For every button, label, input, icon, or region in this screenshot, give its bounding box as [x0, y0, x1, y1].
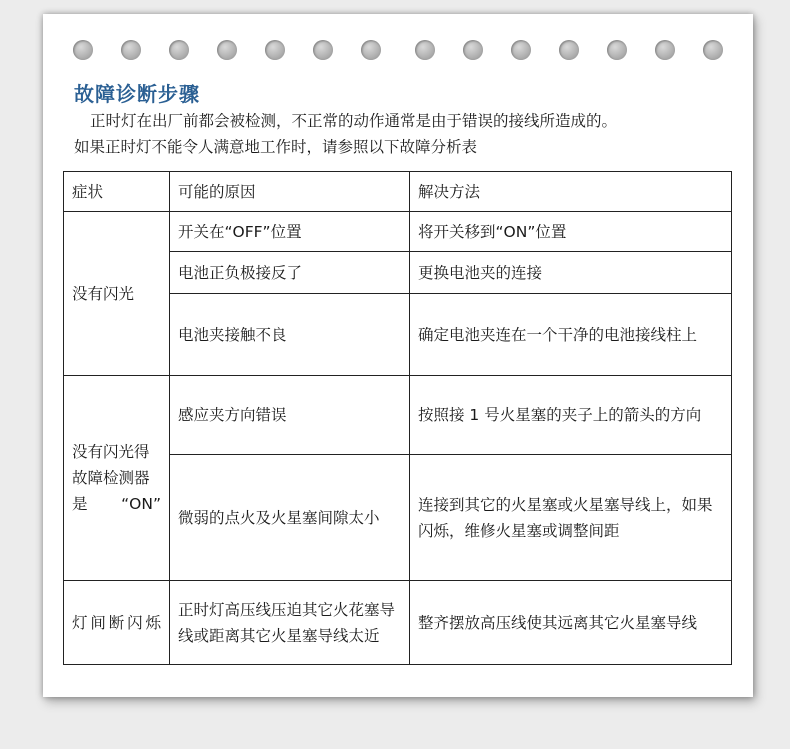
table-header-row — [64, 172, 732, 212]
binder-hole-icon — [559, 40, 579, 60]
binder-hole-icon — [169, 40, 189, 60]
solution-cell: 更换电池夹的连接 — [410, 252, 732, 294]
binder-hole-icon — [607, 40, 627, 60]
binder-hole-icon — [73, 40, 93, 60]
symptom-cell: 没有闪光 — [64, 212, 170, 376]
notebook-card — [43, 14, 753, 697]
binder-hole-icon — [655, 40, 675, 60]
table-row — [64, 376, 732, 455]
intro-line-1: 正时灯在出厂前都会被检测，不正常的动作通常是由于错误的接线所造成的。 — [90, 112, 618, 130]
intro-line-2: 如果正时灯不能令人满意地工作时，请参照以下故障分析表 — [74, 138, 478, 156]
solution-cell: 整齐摆放高压线使其远离其它火星塞导线 — [410, 581, 732, 665]
symptom-cell: 没有闪光得故障检测器是“ON” — [64, 376, 170, 581]
binder-hole-icon — [217, 40, 237, 60]
cause-cell: 电池正负极接反了 — [170, 252, 410, 294]
binder-hole-icon — [265, 40, 285, 60]
cause-cell: 电池夹接触不良 — [170, 294, 410, 376]
cause-cell: 开关在“OFF”位置 — [170, 212, 410, 252]
cause-cell: 正时灯高压线压迫其它火花塞导线或距离其它火星塞导线太近 — [170, 581, 410, 665]
table-row — [64, 581, 732, 665]
header-symptom: 症状 — [64, 172, 170, 212]
symptom-cell: 灯间断闪烁 — [64, 581, 170, 665]
binder-hole-icon — [511, 40, 531, 60]
cause-cell: 感应夹方向错误 — [170, 376, 410, 455]
binder-hole-icon — [361, 40, 381, 60]
cause-cell: 微弱的点火及火星塞间隙太小 — [170, 455, 410, 581]
intro-paragraph — [74, 108, 734, 160]
binder-hole-icon — [121, 40, 141, 60]
binder-hole-icon — [415, 40, 435, 60]
binder-hole-icon — [313, 40, 333, 60]
header-cause: 可能的原因 — [170, 172, 410, 212]
solution-cell: 按照接 1 号火星塞的夹子上的箭头的方向 — [410, 376, 732, 455]
binder-hole-icon — [703, 40, 723, 60]
table-row — [64, 212, 732, 252]
solution-cell: 连接到其它的火星塞或火星塞导线上，如果闪烁，维修火星塞或调整间距 — [410, 455, 732, 581]
solution-cell: 确定电池夹连在一个干净的电池接线柱上 — [410, 294, 732, 376]
binder-hole-icon — [463, 40, 483, 60]
solution-cell: 将开关移到“ON”位置 — [410, 212, 732, 252]
troubleshooting-table — [63, 171, 732, 665]
header-solution: 解决方法 — [410, 172, 732, 212]
page-title: 故障诊断步骤 — [74, 82, 200, 106]
